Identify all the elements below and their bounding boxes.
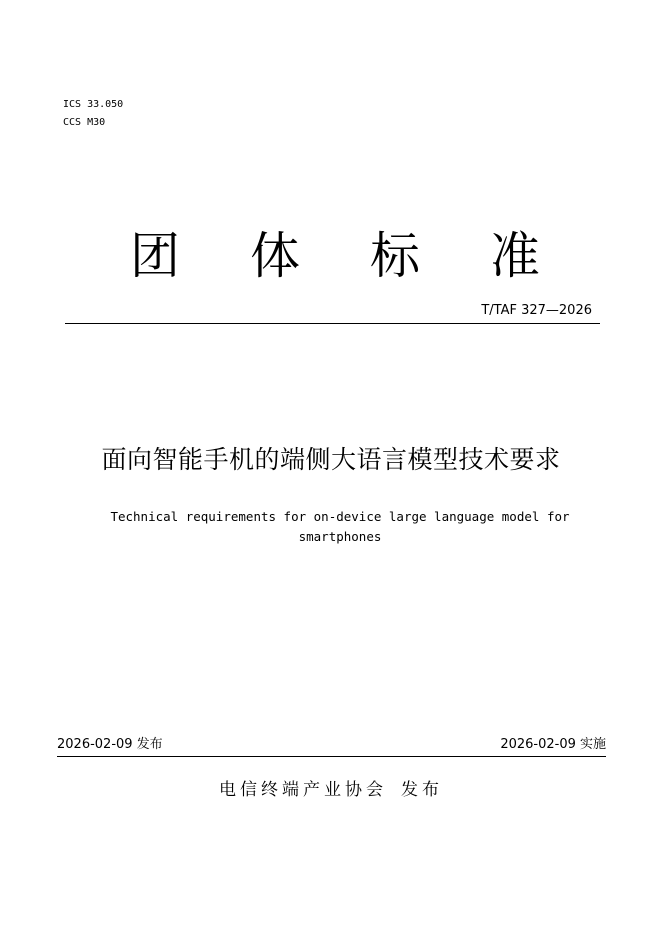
ccs-code: CCS M30 — [63, 117, 106, 128]
heading-char: 体 — [250, 227, 300, 285]
standard-type-heading — [130, 224, 540, 288]
heading-char: 标 — [370, 227, 420, 285]
heading-char: 准 — [490, 227, 540, 285]
ics-code: ICS 33.050 — [63, 99, 124, 110]
bottom-divider — [57, 756, 606, 757]
issue-date: 2026-02-09 发布 — [57, 737, 163, 752]
standard-number: T/TAF 327—2026 — [481, 303, 592, 318]
publisher-name: 电信终端产业协会 — [219, 780, 387, 800]
heading-char: 团 — [130, 227, 180, 285]
top-divider — [65, 323, 600, 324]
publisher-line — [0, 778, 662, 802]
publisher-action: 发布 — [401, 780, 443, 800]
title-english: Technical requirements for on-device large language model for smartphones — [110, 509, 570, 544]
implementation-date: 2026-02-09 实施 — [500, 737, 606, 752]
title-chinese: 面向智能手机的端侧大语言模型技术要求 — [101, 445, 561, 474]
